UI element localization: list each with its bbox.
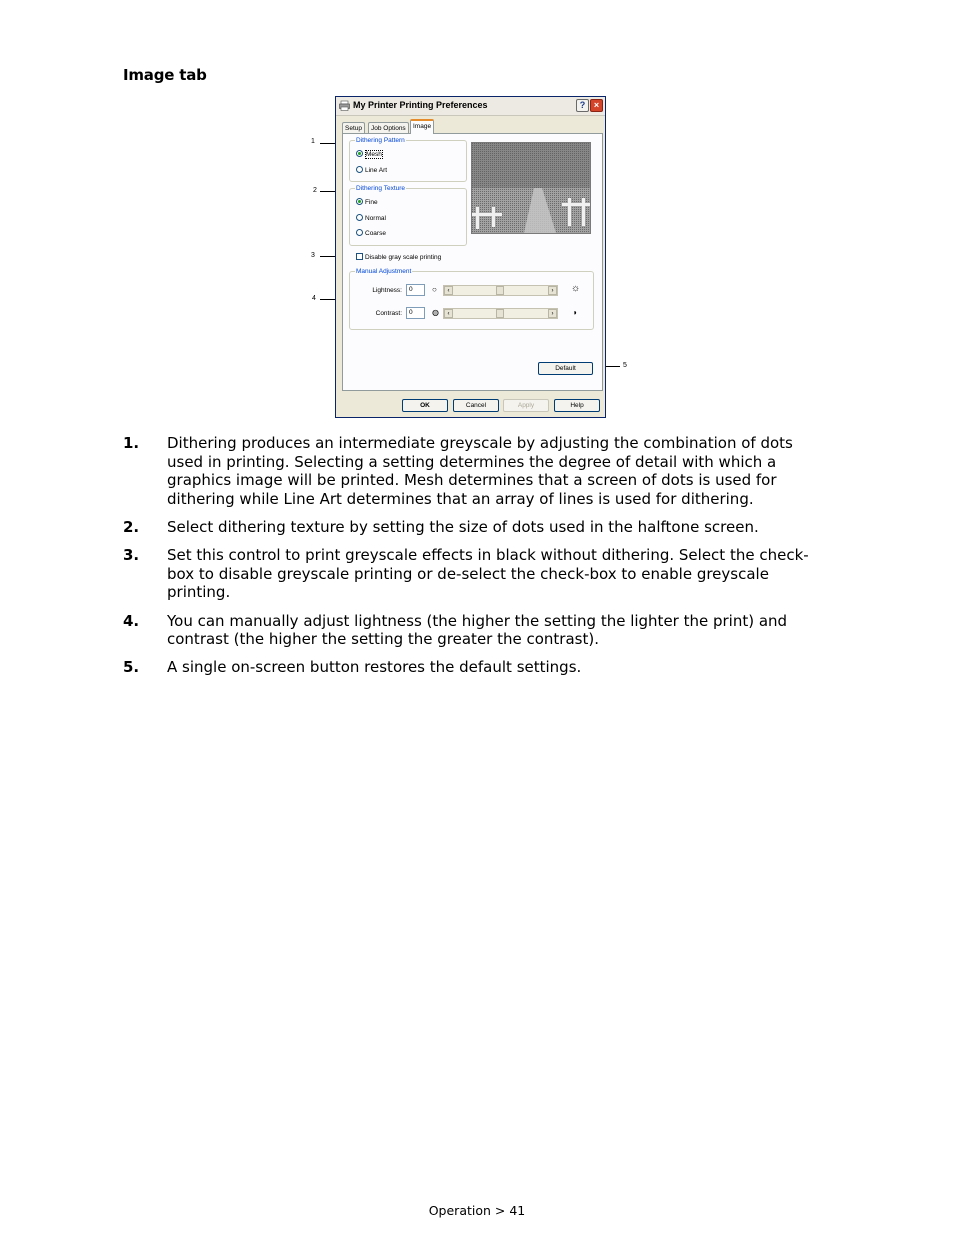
default-button[interactable]: Default [538, 362, 593, 375]
radio-selected-icon [356, 150, 363, 157]
ok-button[interactable]: OK [402, 399, 448, 412]
callout-5: 5 [623, 362, 627, 369]
circle-light-icon: ○ [432, 285, 437, 294]
dithering-pattern-group [349, 137, 467, 182]
checkbox-icon [356, 253, 363, 260]
contrast-low-icon: ◍ [432, 308, 439, 317]
dialog-title: My Printer Printing Preferences [353, 100, 488, 110]
list-item: 1. Dithering produces an intermediate greyscale by adjusting the combination of dots used in printing. Selecting a setting determines the degree of detail with which a graphics image will be printed. Mesh determines that a screen of dots is used for dithering while Line Art determines that an array of lines is used for dithering. [123, 434, 793, 508]
callout-3: 3 [311, 252, 315, 259]
lightness-input[interactable]: 0 [406, 284, 425, 296]
chevron-left-icon[interactable]: ‹ [444, 286, 453, 295]
callout-2: 2 [313, 187, 317, 194]
dithering-pattern-label: Dithering Pattern [356, 137, 405, 144]
close-button[interactable]: × [590, 99, 603, 112]
callout-4: 4 [312, 295, 316, 302]
title-bar [336, 97, 605, 116]
contrast-slider-thumb[interactable] [496, 309, 504, 318]
chevron-right-icon[interactable]: › [548, 286, 557, 295]
tab-image[interactable]: Image [410, 119, 434, 134]
cancel-button[interactable]: Cancel [453, 399, 499, 412]
page-footer: Operation > 41 [428, 1203, 526, 1218]
image-tab-panel [342, 133, 603, 391]
apply-button[interactable]: Apply [503, 399, 549, 412]
manual-adjustment-group [349, 268, 594, 330]
option-fine[interactable]: Fine [356, 198, 378, 207]
contrast-label: Contrast: [375, 310, 402, 317]
lightness-slider[interactable] [443, 285, 558, 296]
option-mesh[interactable]: Mesh [356, 150, 383, 159]
lightness-slider-thumb[interactable] [496, 286, 504, 295]
list-item: 2. Select dithering texture by setting the size of dots used in the halftone screen. [123, 517, 759, 536]
contrast-high-icon: ◑ [572, 308, 577, 317]
chevron-right-icon[interactable]: › [548, 309, 557, 318]
section-heading: Image tab [123, 66, 207, 84]
preview-photo [472, 143, 590, 233]
radio-selected-icon [356, 198, 363, 205]
radio-icon [356, 166, 363, 173]
dithering-texture-label: Dithering Texture [356, 185, 406, 192]
option-coarse[interactable]: Coarse [356, 229, 386, 238]
tab-job-options[interactable]: Job Options [368, 122, 409, 133]
option-normal[interactable]: Normal [356, 214, 386, 223]
printing-preferences-dialog [335, 96, 606, 418]
radio-icon [356, 229, 363, 236]
disable-grayscale-checkbox[interactable]: Disable gray scale printing [356, 253, 441, 262]
list-item: 5. A single on-screen button restores the default settings. [123, 658, 582, 677]
contrast-input[interactable]: 0 [406, 307, 425, 319]
callout-1: 1 [311, 138, 315, 145]
help-button[interactable]: Help [554, 399, 600, 412]
chevron-left-icon[interactable]: ‹ [444, 309, 453, 318]
sun-icon: ☼ [571, 283, 581, 294]
description-list [123, 434, 833, 687]
preview-image [471, 142, 591, 234]
help-title-button[interactable]: ? [576, 99, 589, 112]
option-line-art[interactable]: Line Art [356, 166, 387, 175]
list-item: 3. Set this control to print greyscale effects in black without dithering. Select the check-box to disable greyscale printing or de-select the check-box to enable greyscale printing. [123, 546, 809, 602]
manual-adjustment-label: Manual Adjustment [356, 268, 412, 275]
lightness-label: Lightness: [372, 287, 402, 294]
printer-icon [339, 100, 350, 111]
list-item: 4. You can manually adjust lightness (the higher the setting the lighter the print) and contrast (the higher the setting the greater the contrast). [123, 611, 788, 649]
dithering-texture-group [349, 185, 467, 246]
radio-icon [356, 214, 363, 221]
contrast-slider[interactable] [443, 308, 558, 319]
tab-setup[interactable]: Setup [342, 122, 365, 133]
